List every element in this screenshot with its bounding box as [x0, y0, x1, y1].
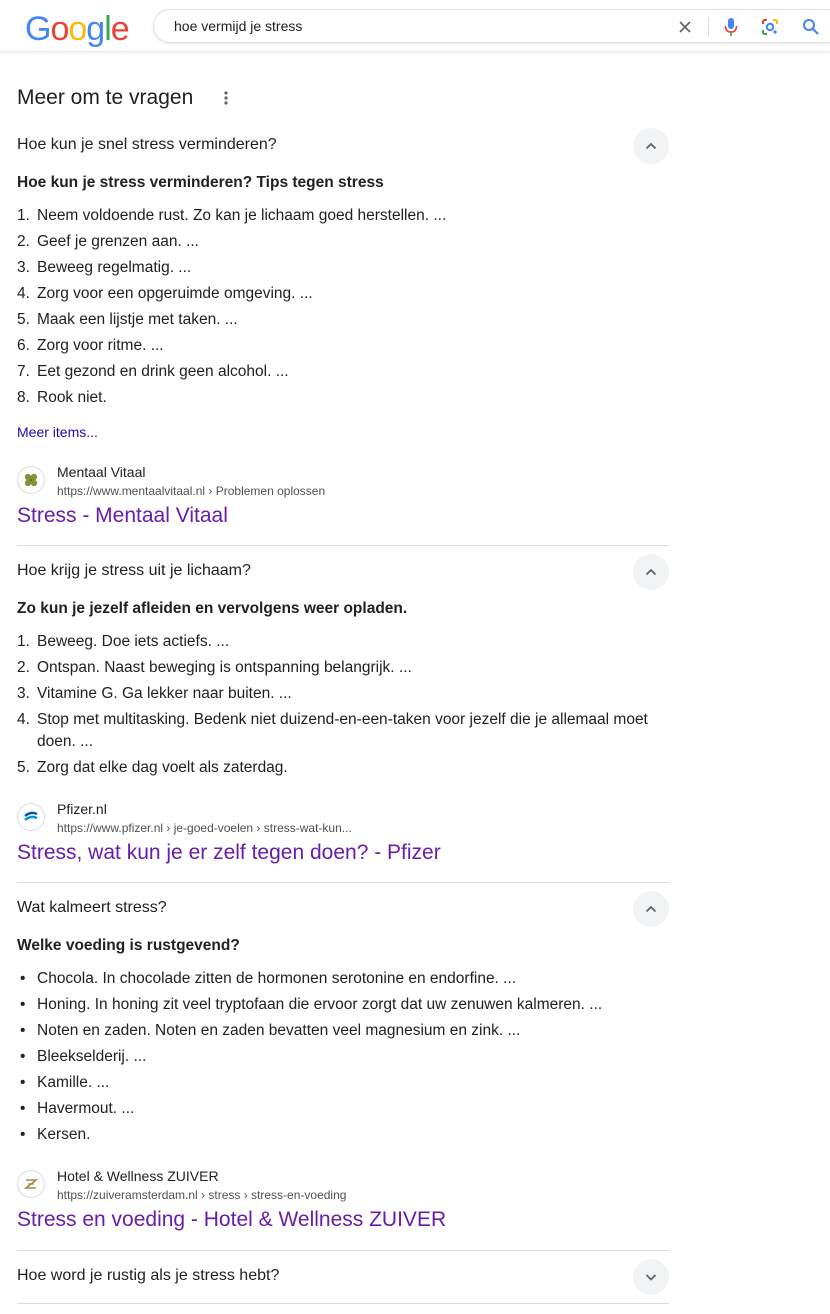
chevron-up-icon [644, 902, 658, 916]
question-text: Hoe krijg je stress uit je lichaam? [17, 562, 251, 579]
list-item: • Honing. In honing zit veel tryptofaan die ervoor zorgt dat uw zenuwen kalmeren. ... [20, 996, 603, 1013]
search-input[interactable] [174, 10, 654, 42]
answer-list [17, 205, 667, 413]
more-items-link[interactable]: Meer items... [17, 424, 98, 440]
list-item: • Noten en zaden. Noten en zaden bevatten veel magnesium en zink. ... [20, 1022, 521, 1039]
question-text: Hoe kun je snel stress verminderen? [17, 136, 277, 153]
list-item: 8. Rook niet. [17, 389, 107, 406]
list-item: 4. Stop met multitasking. Bedenk niet duizend-en-een-taken voor jezelf die je allemaal moet doen. ... [17, 711, 648, 750]
result-title-link[interactable]: Stress, wat kun je er zelf tegen doen? - Pfizer [17, 841, 441, 864]
list-item: 1. Beweeg. Doe iets actiefs. ... [17, 633, 230, 650]
search-box [153, 9, 830, 43]
list-item: • Bleekselderij. ... [20, 1048, 147, 1065]
logo-letter: l [104, 10, 111, 48]
expand-button[interactable] [633, 1259, 669, 1295]
answer-list [17, 631, 667, 783]
list-item: 2. Ontspan. Naast beweging is ontspanning belangrijk. ... [17, 659, 412, 676]
collapse-button[interactable] [633, 554, 669, 590]
source-url: https://www.pfizer.nl › je-goed-voelen › stress-wat-kun... [57, 821, 352, 835]
source-name: Hotel & Wellness ZUIVER [57, 1168, 219, 1184]
divider [17, 1303, 669, 1304]
divider [17, 545, 669, 546]
list-item: • Havermout. ... [20, 1100, 135, 1117]
source-result [17, 803, 669, 873]
question-text: Hoe word je rustig als je stress hebt? [17, 1267, 280, 1284]
question-row[interactable] [17, 1257, 669, 1297]
logo-letter: o [50, 10, 69, 48]
source-name: Mentaal Vitaal [57, 464, 146, 480]
section-title: Meer om te vragen [17, 86, 194, 109]
collapse-button[interactable] [633, 891, 669, 927]
list-item: • Kamille. ... [20, 1074, 110, 1091]
answer-heading: Zo kun je jezelf afleiden en vervolgens weer opladen. [17, 600, 408, 617]
list-item: 3. Vitamine G. Ga lekker naar buiten. ... [17, 685, 292, 702]
search-divider [708, 17, 709, 37]
collapse-button[interactable] [633, 128, 669, 164]
result-title-link[interactable]: Stress en voeding - Hotel & Wellness ZUIVER [17, 1208, 447, 1231]
question-row[interactable] [17, 889, 669, 929]
answer-heading: Hoe kun je stress verminderen? Tips tegen stress [17, 174, 384, 191]
chevron-up-icon [644, 139, 658, 153]
logo-letter: G [25, 10, 51, 48]
question-row[interactable] [17, 552, 669, 592]
logo-letter: g [86, 10, 105, 48]
list-item: • Chocola. In chocolade zitten de hormonen serotonine en endorfine. ... [20, 970, 517, 987]
google-logo[interactable] [25, 10, 129, 48]
logo-letter: o [68, 10, 87, 48]
result-title-link[interactable]: Stress - Mentaal Vitaal [17, 504, 228, 527]
divider [17, 1250, 669, 1251]
divider [17, 882, 669, 883]
list-item: 6. Zorg voor ritme. ... [17, 337, 164, 354]
list-item: 2. Geef je grenzen aan. ... [17, 233, 199, 250]
list-item: 1. Neem voldoende rust. Zo kan je lichaam goed herstellen. ... [17, 207, 447, 224]
question-row[interactable] [17, 126, 669, 166]
lens-icon[interactable] [757, 14, 783, 40]
chevron-up-icon [644, 565, 658, 579]
search-icon[interactable] [798, 14, 824, 40]
question-text: Wat kalmeert stress? [17, 899, 167, 916]
source-result [17, 1170, 669, 1240]
list-item: • Kersen. [20, 1126, 91, 1143]
list-item: 7. Eet gezond en drink geen alcohol. ... [17, 363, 289, 380]
list-item: 3. Beweeg regelmatig. ... [17, 259, 192, 276]
clear-icon[interactable] [672, 14, 698, 40]
clover-icon [17, 466, 45, 494]
answer-list [17, 968, 667, 1150]
source-url: https://zuiveramsterdam.nl › stress › stress-en-voeding [57, 1188, 347, 1202]
list-item: 4. Zorg voor een opgeruimde omgeving. ... [17, 285, 313, 302]
microphone-icon[interactable] [718, 14, 744, 40]
more-options-icon[interactable] [218, 88, 234, 108]
zuiver-logo-icon [17, 1170, 45, 1198]
source-name: Pfizer.nl [57, 801, 107, 817]
chevron-down-icon [644, 1270, 658, 1284]
logo-letter: e [110, 10, 129, 48]
list-item: 5. Zorg dat elke dag voelt als zaterdag. [17, 759, 288, 776]
source-url: https://www.mentaalvitaal.nl › Problemen oplossen [57, 484, 326, 498]
source-result [17, 466, 669, 536]
header [0, 0, 830, 52]
answer-heading: Welke voeding is rustgevend? [17, 937, 240, 954]
pfizer-logo-icon [17, 803, 45, 831]
list-item: 5. Maak een lijstje met taken. ... [17, 311, 238, 328]
